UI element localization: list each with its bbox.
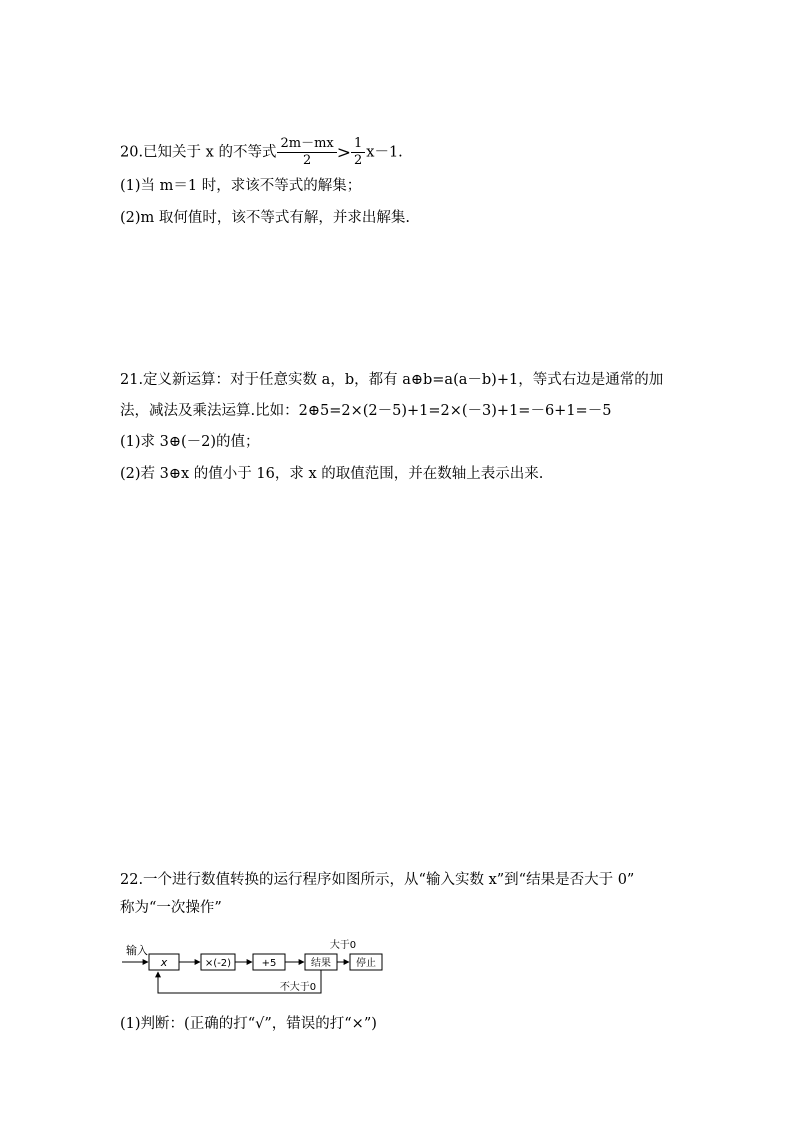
q20-fraction-left-denominator: 2 — [302, 153, 312, 168]
q20-greater-than: > — [336, 142, 351, 163]
flow-box-multiply-label: ×(-2) — [204, 958, 232, 969]
q21-line2: 法，减法及乘法运算.比如：2⊕5=2×(2－5)+1=2×(－3)+1=－6+1=－5 — [120, 403, 612, 419]
q20-fraction-right — [351, 136, 365, 169]
flow-greater-label: 大于0 — [329, 940, 357, 951]
q20-stem-prefix: 20.已知关于 x 的不等式 — [120, 144, 277, 161]
flow-box-result-label: 结果 — [311, 958, 331, 969]
flow-input-label: 输入 — [126, 944, 148, 957]
q20-fraction-left — [277, 136, 336, 169]
q22-line2: 称为“一次操作” — [120, 900, 222, 916]
q22-part1: (1)判断：(正确的打“√”，错误的打“×”) — [120, 1016, 377, 1032]
q22-flowchart — [118, 932, 418, 1002]
flow-box-stop-label: 停止 — [356, 958, 376, 969]
flow-box-add-label: +5 — [261, 958, 277, 969]
flow-not-greater-label: 不大于0 — [279, 982, 317, 993]
q20-fraction-left-numerator: 2m－mx — [277, 136, 336, 153]
q20-fraction-right-denominator: 2 — [353, 153, 363, 168]
q20-stem-suffix: x－1. — [366, 144, 403, 161]
flow-box-x-label: x — [160, 956, 168, 969]
q20-part2: (2)m 取何值时，该不等式有解，并求出解集. — [120, 210, 411, 226]
q20-part1: (1)当 m＝1 时，求该不等式的解集； — [120, 178, 362, 194]
q20-fraction-right-numerator: 1 — [351, 136, 365, 153]
q21-line1: 21.定义新运算：对于任意实数 a，b，都有 a⊕b=a(a－b)+1，等式右边是通常的加 — [120, 372, 664, 388]
q21-part1: (1)求 3⊕(－2)的值； — [120, 434, 260, 450]
q21-part2: (2)若 3⊕x 的值小于 16，求 x 的取值范围，并在数轴上表示出来. — [120, 466, 544, 482]
q20-stem — [120, 136, 403, 169]
q22-line1: 22.一个进行数值转换的运行程序如图所示，从“输入实数 x”到“结果是否大于 0” — [120, 872, 635, 888]
